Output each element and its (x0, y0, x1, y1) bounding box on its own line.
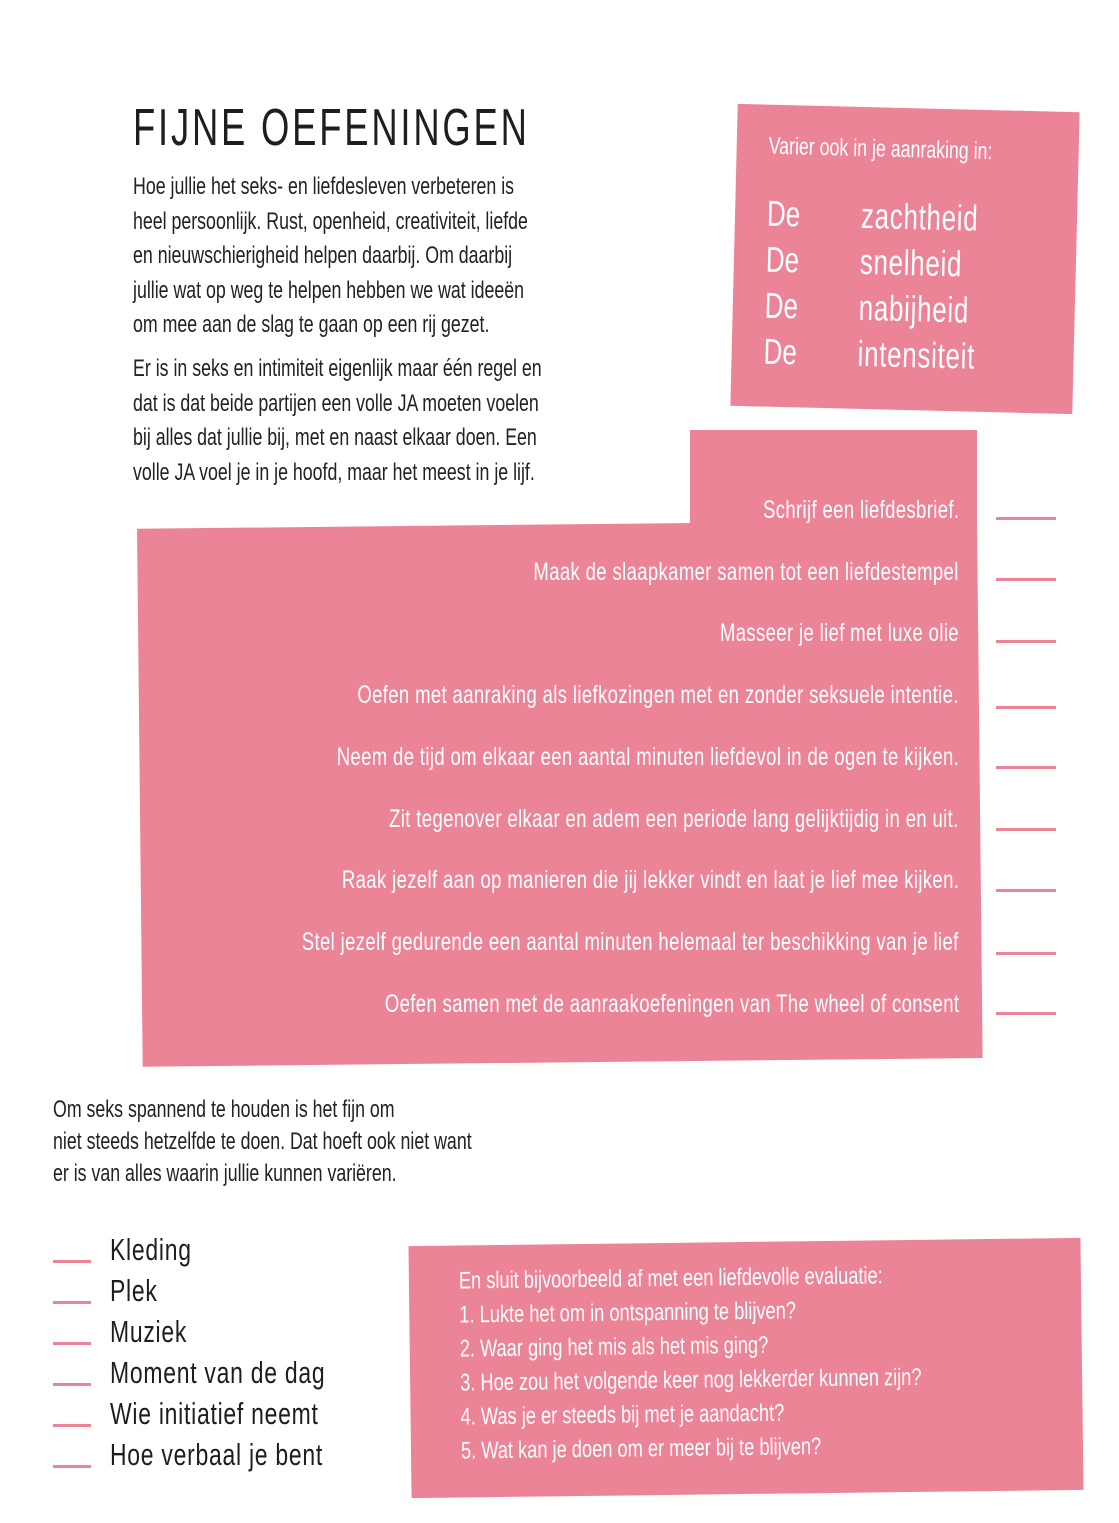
vary-item-label: Muziek (110, 1314, 188, 1349)
evaluation-heading: En sluit bijvoorbeeld af met een liefdevolle evaluatie: (458, 1262, 883, 1295)
exercise-item: Maak de slaapkamer samen tot een liefdestempel (533, 558, 959, 586)
exercise-checkbox-line[interactable] (996, 828, 1056, 831)
variation-row (766, 192, 979, 239)
vary-intro-paragraph (53, 1096, 619, 1192)
exercise-block (137, 520, 983, 1067)
text-line: Hoe jullie het seks- en liefdesleven verbeteren is (133, 173, 515, 200)
exercise-item: Oefen met aanraking als liefkozingen met en zonder seksuele intentie. (357, 681, 959, 709)
touch-variation-box (730, 104, 1079, 414)
exercise-checkbox-line[interactable] (996, 766, 1056, 769)
checkbox-line[interactable] (53, 1424, 91, 1427)
text-line: jullie wat op weg te helpen hebben we wat ideeën (133, 276, 524, 304)
checkbox-line[interactable] (53, 1301, 91, 1304)
exercise-item: Oefen samen met de aanraakoefeningen van The wheel of consent (384, 990, 959, 1018)
exercise-item: Masseer je lief met luxe olie (720, 619, 959, 647)
text-line: bij alles dat jullie bij, met en naast elkaar doen. Een (133, 424, 537, 451)
variation-article: De (766, 192, 801, 235)
evaluation-question: 2. Waar ging het mis als het mis ging? (459, 1331, 769, 1363)
text-line: en nieuwschierigheid helpen daarbij. Om daarbij (133, 242, 513, 269)
exercise-checkbox-line[interactable] (996, 517, 1056, 520)
variation-word: nabijheid (858, 286, 970, 331)
intro-paragraph-2 (133, 352, 685, 490)
evaluation-box (408, 1238, 1083, 1498)
vary-item-label: Kleding (110, 1232, 192, 1267)
variation-article: De (765, 238, 800, 281)
variation-article: De (764, 284, 799, 327)
exercise-item: Schrijf een liefdesbrief. (762, 496, 959, 524)
evaluation-question: 3. Hoe zou het volgende keer nog lekkerder kunnen zijn? (459, 1363, 922, 1397)
exercise-checkbox-line[interactable] (996, 1012, 1056, 1015)
exercise-checkbox-line[interactable] (996, 706, 1056, 709)
vary-item-label: Wie initiatief neemt (110, 1396, 319, 1431)
vary-item-label: Hoe verbaal je bent (110, 1437, 324, 1472)
intro-paragraph-1 (133, 170, 667, 343)
text-line: dat is dat beide partijen een volle JA moeten voelen (133, 389, 539, 417)
exercise-checkbox-line[interactable] (996, 640, 1056, 643)
evaluation-question: 1. Lukte het om in ontspanning te blijven? (459, 1297, 797, 1329)
variation-row (765, 238, 963, 285)
exercise-checkbox-line[interactable] (996, 952, 1056, 955)
variation-heading: Varier ook in je aanraking in: (768, 132, 993, 166)
evaluation-question: 4. Was je er steeds bij met je aandacht? (460, 1399, 785, 1431)
variation-word: snelheid (859, 240, 963, 285)
text-line: Er is in seks en intimiteit eigenlijk maar één regel en (133, 355, 542, 382)
evaluation-question: 5. Wat kan je doen om er meer bij te blijven? (460, 1433, 822, 1465)
checkbox-line[interactable] (53, 1465, 91, 1468)
variation-article: De (763, 330, 798, 373)
exercise-item: Zit tegenover elkaar en adem een periode lang gelijktijdig in en uit. (389, 805, 959, 833)
checkbox-line[interactable] (53, 1260, 91, 1263)
text-line: heel persoonlijk. Rust, openheid, creativiteit, liefde (133, 207, 528, 235)
exercise-item: Neem de tijd om elkaar een aantal minuten liefdevol in de ogen te kijken. (336, 743, 959, 771)
text-line: volle JA voel je in je hoofd, maar het meest in je lijf. (133, 458, 535, 486)
vary-item-label: Moment van de dag (110, 1355, 326, 1390)
variation-word: zachtheid (860, 194, 979, 239)
text-line: Om seks spannend te houden is het fijn om (53, 1096, 395, 1123)
text-line: om mee aan de slag te gaan op een rij gezet. (133, 311, 490, 338)
page-title: FIJNE OEFENINGEN (133, 99, 530, 157)
checkbox-line[interactable] (53, 1383, 91, 1386)
exercise-checkbox-line[interactable] (996, 889, 1056, 892)
vary-item-label: Plek (110, 1273, 158, 1308)
variation-row (763, 330, 976, 377)
exercise-item: Raak jezelf aan op manieren die jij lekker vindt en laat je lief mee kijken. (341, 866, 959, 894)
text-line: er is van alles waarin jullie kunnen variëren. (53, 1160, 397, 1187)
variation-word: intensiteit (857, 332, 976, 377)
checkbox-line[interactable] (53, 1342, 91, 1345)
exercise-item: Stel jezelf gedurende een aantal minuten helemaal ter beschikking van je lief (302, 928, 959, 956)
text-line: niet steeds hetzelfde te doen. Dat hoeft ook niet want (53, 1128, 472, 1155)
exercise-checkbox-line[interactable] (996, 578, 1056, 581)
variation-row (764, 284, 970, 331)
